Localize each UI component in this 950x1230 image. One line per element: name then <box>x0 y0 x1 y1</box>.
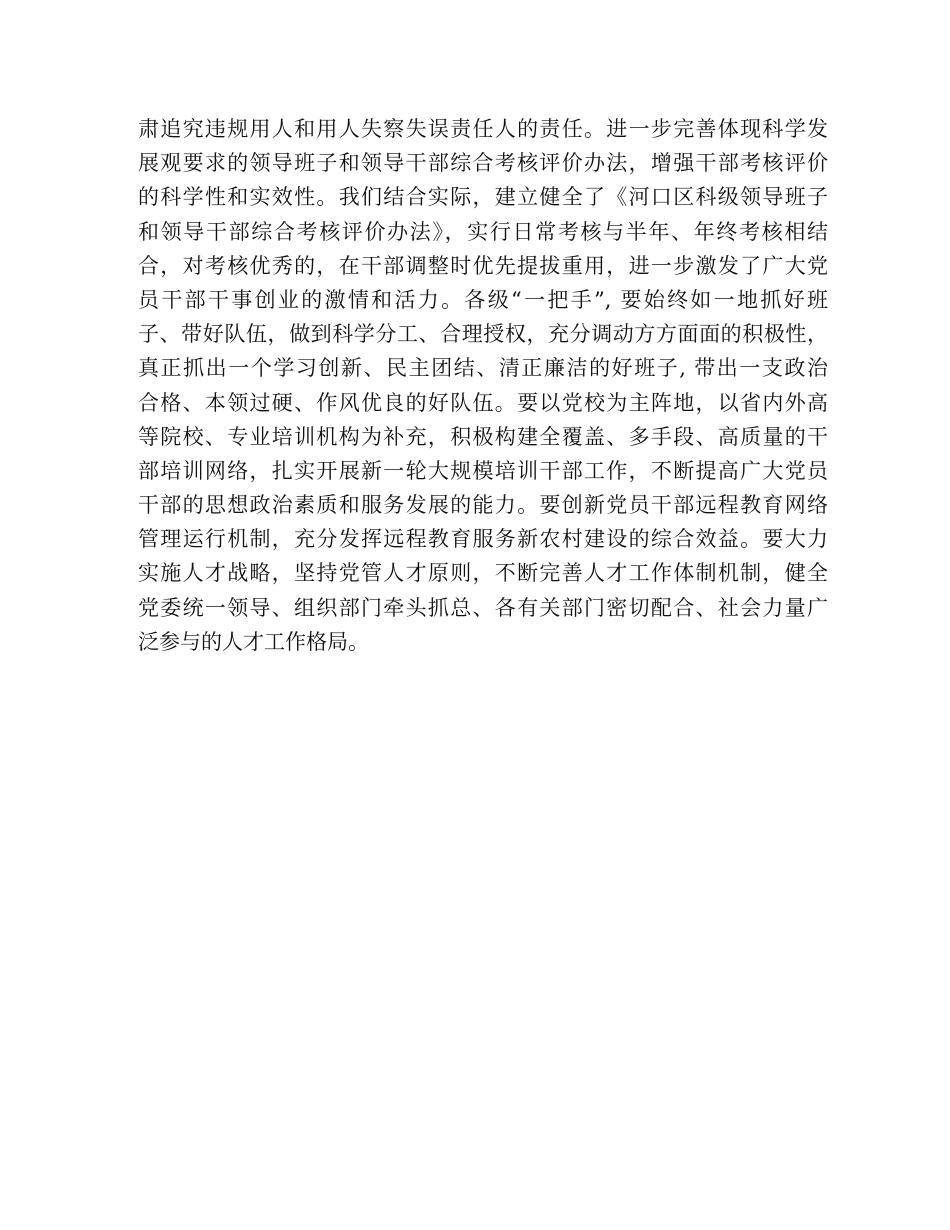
text-line-8: 真正抓出一个学习创新、民主团结、清正廉洁的好班子, 带出一支政治 <box>138 356 828 381</box>
text-line-13: 管理运行机制，充分发挥远程教育服务新农村建设的综合效益。要大力 <box>138 527 828 552</box>
text-line-2: 展观要求的领导班子和领导干部综合考核评价办法，增强干部考核评价 <box>138 151 828 176</box>
text-line-3: 的科学性和实效性。我们结合实际，建立健全了《河口区科级领导班子 <box>138 185 828 210</box>
text-line-6: 员干部干事创业的激情和活力。各级“一把手”, 要始终如一地抓好班 <box>138 287 828 312</box>
text-line-9: 合格、本领过硬、作风优良的好队伍。要以党校为主阵地，以省内外高 <box>138 390 828 415</box>
text-line-11: 部培训网络，扎实开展新一轮大规模培训干部工作，不断提高广大党员 <box>138 458 828 483</box>
text-line-1: 肃追究违规用人和用人失察失误责任人的责任。进一步完善体现科学发 <box>138 117 828 141</box>
text-line-5: 合，对考核优秀的，在干部调整时优先提拔重用，进一步激发了广大党 <box>138 253 828 278</box>
text-line-4: 和领导干部综合考核评价办法》，实行日常考核与半年、年终考核相结 <box>138 219 828 244</box>
text-line-12: 干部的思想政治素质和服务发展的能力。要创新党员干部远程教育网络 <box>138 493 828 518</box>
text-line-7: 子、带好队伍，做到科学分工、合理授权，充分调动方方面面的积极性， <box>138 322 828 347</box>
text-line-14: 实施人才战略，坚持党管人才原则，不断完善人才工作体制机制，健全 <box>138 561 828 586</box>
text-line-16: 泛参与的人才工作格局。 <box>138 629 369 654</box>
text-line-15: 党委统一领导、组织部门牵头抓总、各有关部门密切配合、社会力量广 <box>138 595 828 620</box>
text-line-10: 等院校、专业培训机构为补充，积极构建全覆盖、多手段、高质量的干 <box>138 424 828 449</box>
body-paragraph <box>138 112 828 659</box>
